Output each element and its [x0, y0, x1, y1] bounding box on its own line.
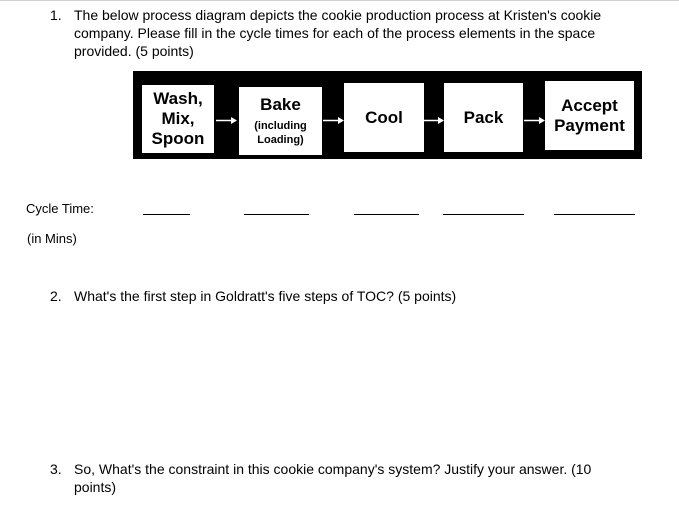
question-text: The below process diagram depicts the cookie production process at Kristen's cookie company. Please fill in the cycle times for each of the process elements in the space provided. (5 points)	[74, 7, 602, 59]
question-3	[50, 460, 650, 500]
top-rule	[0, 0, 679, 1]
cycle-time-blank-cool[interactable]	[354, 214, 419, 215]
question-text: So, What's the constraint in this cookie company's system? Justify your answer. (10 points)	[74, 461, 592, 495]
cycle-time-blank-wash[interactable]	[143, 214, 190, 215]
question-2	[50, 287, 650, 307]
question-number: 3.	[50, 461, 62, 477]
cycle-time-unit: (in Mins)	[27, 231, 77, 246]
cycle-time-blank-accept[interactable]	[554, 214, 635, 215]
arrow-icon	[424, 116, 445, 125]
question-number: 2.	[50, 288, 62, 304]
cycle-time-blank-bake[interactable]	[244, 214, 309, 215]
question-text: What's the first step in Goldratt's five steps of TOC? (5 points)	[74, 288, 457, 304]
process-step-label: Bake	[260, 95, 301, 114]
arrow-icon	[524, 116, 546, 125]
arrow-icon	[216, 116, 238, 125]
process-step-cool	[344, 83, 424, 152]
process-step-note: (including Loading)	[254, 120, 307, 146]
process-step-accept-payment	[545, 81, 634, 150]
process-step-label: Pack	[463, 107, 504, 127]
process-step-label: Cool	[365, 107, 403, 127]
process-step-bake	[239, 87, 322, 155]
question-number: 1.	[50, 7, 62, 23]
process-step-label: Wash, Mix, Spoon	[151, 89, 205, 148]
cycle-time-blank-pack[interactable]	[443, 214, 524, 215]
cycle-time-label: Cycle Time:	[26, 201, 94, 216]
question-1	[50, 6, 650, 62]
arrow-icon	[323, 116, 345, 125]
process-step-wash-mix-spoon	[142, 85, 214, 153]
process-diagram	[133, 71, 642, 159]
process-step-pack	[444, 83, 523, 152]
process-step-label: Accept Payment	[554, 95, 625, 135]
